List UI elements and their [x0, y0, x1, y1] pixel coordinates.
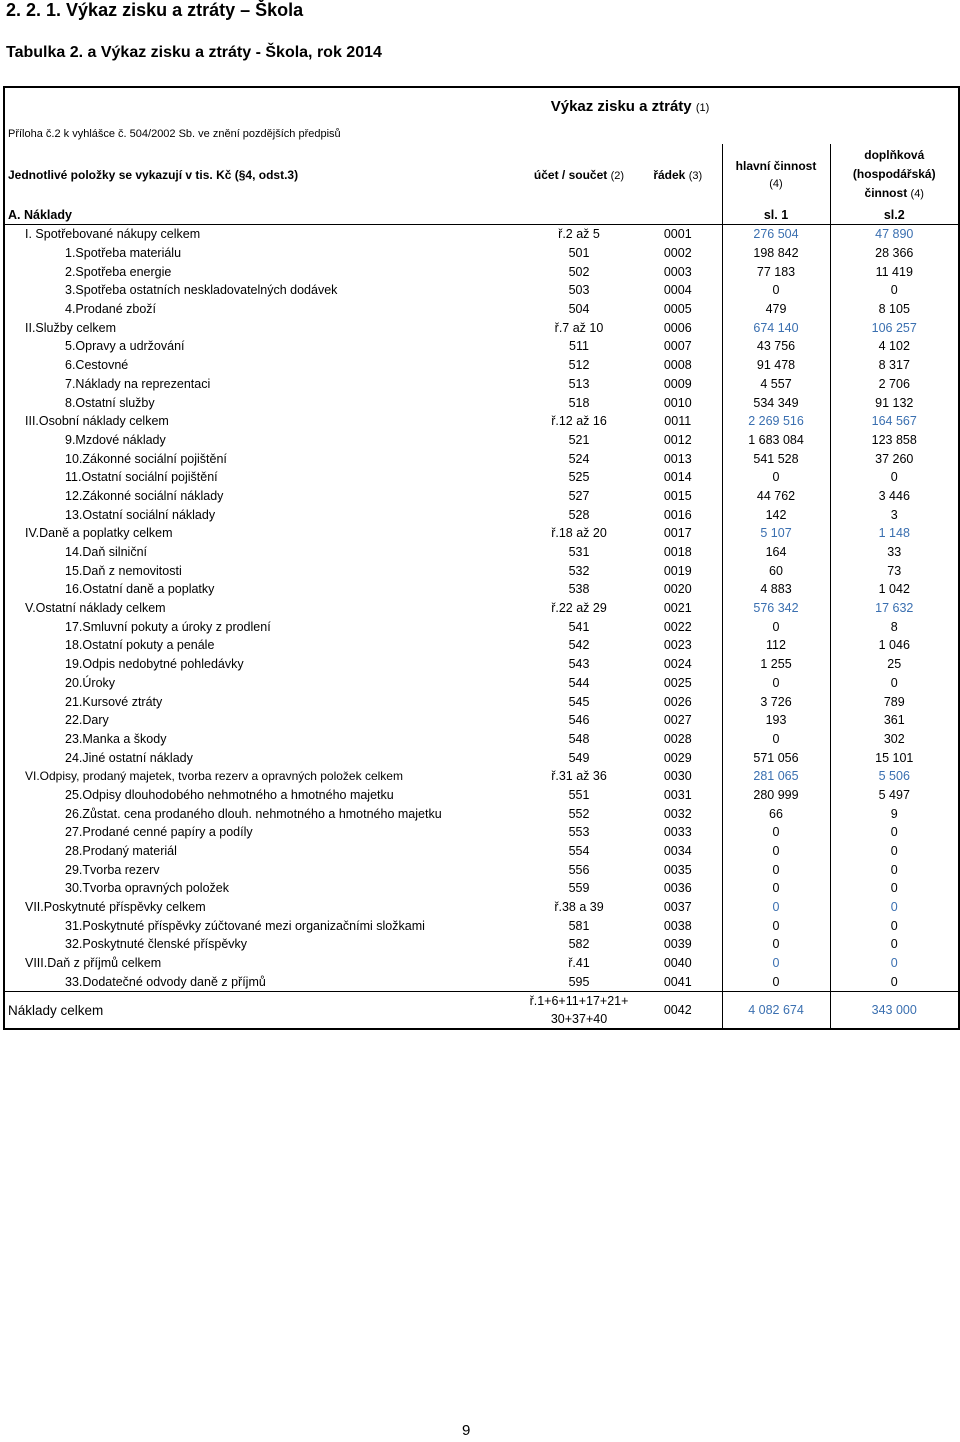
- row-account: 541: [568, 619, 590, 634]
- row-extra-value: 106 257: [830, 318, 959, 337]
- row-extra-value: 123 858: [830, 431, 959, 450]
- row-number: 0017: [663, 526, 692, 541]
- row-label: 1.Spotřeba materiálu: [65, 246, 182, 261]
- row-main-value: 0: [722, 823, 830, 842]
- table-row: [4, 636, 959, 655]
- row-label: 24.Jiné ostatní náklady: [65, 750, 193, 765]
- table-row: [4, 225, 959, 244]
- row-account: ř.41: [568, 956, 590, 971]
- row-number: 0007: [663, 339, 692, 354]
- table-title: Výkaz zisku a ztráty: [550, 97, 692, 115]
- row-main-value: 5 107: [722, 524, 830, 543]
- row-extra-value: 4 102: [830, 337, 959, 356]
- row-label: 33.Dodatečné odvody daně z příjmů: [65, 974, 266, 989]
- table-row: [4, 543, 959, 562]
- row-number: 0030: [663, 769, 692, 784]
- row-number: 0006: [663, 320, 692, 335]
- row-label: 29.Tvorba rezerv: [65, 862, 160, 877]
- table-row: [4, 468, 959, 487]
- row-number: 0008: [663, 358, 692, 373]
- row-main-value: 0: [722, 842, 830, 861]
- row-number: 0019: [663, 563, 692, 578]
- total-extra-value: 343 000: [830, 992, 959, 1030]
- table-row: [4, 599, 959, 618]
- row-account: 501: [568, 246, 590, 261]
- row-main-value: 77 183: [722, 262, 830, 281]
- row-label: III.Osobní náklady celkem: [25, 414, 169, 429]
- row-extra-value: 0: [830, 842, 959, 861]
- row-main-value: 198 842: [722, 244, 830, 263]
- row-account: 582: [568, 937, 590, 952]
- table-row: [4, 954, 959, 973]
- row-account: 552: [568, 806, 590, 821]
- table-row: [4, 748, 959, 767]
- table-row: [4, 935, 959, 954]
- total-row: [4, 992, 959, 1030]
- row-label: 2.Spotřeba energie: [65, 264, 172, 279]
- col-extra-line1: doplňková: [864, 148, 925, 162]
- table-row: [4, 674, 959, 693]
- row-account: 531: [568, 545, 590, 560]
- row-main-value: 44 762: [722, 487, 830, 506]
- row-extra-value: 0: [830, 935, 959, 954]
- row-extra-value: 5 497: [830, 786, 959, 805]
- table-row: [4, 449, 959, 468]
- row-main-value: 60: [722, 561, 830, 580]
- row-label: 9.Mzdové náklady: [65, 432, 166, 447]
- row-main-value: 280 999: [722, 786, 830, 805]
- row-main-value: 0: [722, 281, 830, 300]
- row-number: 0028: [663, 731, 692, 746]
- col-row-note: (3): [688, 170, 703, 182]
- row-account: 548: [568, 731, 590, 746]
- row-main-value: 193: [722, 711, 830, 730]
- col-account-label: účet / součet: [533, 168, 608, 182]
- table-row: [4, 655, 959, 674]
- row-number: 0032: [663, 806, 692, 821]
- row-label: 4.Prodané zboží: [65, 302, 157, 317]
- row-account: 546: [568, 713, 590, 728]
- row-number: 0039: [663, 937, 692, 952]
- row-account: 528: [568, 507, 590, 522]
- row-extra-value: 0: [830, 879, 959, 898]
- table-row: [4, 767, 959, 786]
- attachment-note-row: [4, 124, 959, 144]
- row-main-value: 276 504: [722, 225, 830, 244]
- row-number: 0037: [663, 900, 692, 915]
- row-label: VII.Poskytnuté příspěvky celkem: [25, 900, 206, 915]
- row-account: 538: [568, 582, 590, 597]
- table-row: [4, 580, 959, 599]
- section-label: A. Náklady: [4, 206, 524, 225]
- row-extra-value: 8 317: [830, 356, 959, 375]
- col-main-note: (4): [769, 178, 783, 190]
- row-label: 20.Úroky: [65, 675, 116, 690]
- row-account: ř.22 až 29: [551, 601, 607, 616]
- row-number: 0010: [663, 395, 692, 410]
- row-account: 549: [568, 750, 590, 765]
- row-number: 0041: [663, 974, 692, 989]
- row-extra-value: 1 046: [830, 636, 959, 655]
- row-number: 0011: [664, 414, 692, 429]
- row-label: 18.Ostatní pokuty a penále: [65, 638, 215, 653]
- table-row: [4, 375, 959, 394]
- row-account: 559: [568, 881, 590, 896]
- row-main-value: 1 683 084: [722, 431, 830, 450]
- section-row: [4, 206, 959, 225]
- table-row: [4, 281, 959, 300]
- row-account: 503: [568, 283, 590, 298]
- col-row-header: [634, 144, 722, 206]
- row-number: 0036: [663, 881, 692, 896]
- row-main-value: 0: [722, 860, 830, 879]
- row-extra-value: 3 446: [830, 487, 959, 506]
- row-number: 0029: [663, 750, 692, 765]
- table-row: [4, 823, 959, 842]
- row-label: II.Služby celkem: [25, 320, 117, 335]
- row-number: 0015: [663, 488, 692, 503]
- row-label: 23.Manka a škody: [65, 731, 167, 746]
- row-label: 5.Opravy a udržování: [65, 339, 185, 354]
- row-label: 12.Zákonné sociální náklady: [65, 488, 224, 503]
- row-extra-value: 2 706: [830, 375, 959, 394]
- row-extra-value: 0: [830, 954, 959, 973]
- row-extra-value: 361: [830, 711, 959, 730]
- profit-loss-table: [3, 86, 960, 1030]
- row-number: 0040: [663, 956, 692, 971]
- row-number: 0005: [663, 302, 692, 317]
- row-main-value: 0: [722, 954, 830, 973]
- page-number: 9: [462, 1422, 471, 1439]
- row-main-value: 66: [722, 804, 830, 823]
- row-label: 26.Zůstat. cena prodaného dlouh. nehmotného a hmotného majetku: [65, 806, 442, 821]
- row-label: 28.Prodaný materiál: [65, 844, 177, 859]
- row-extra-value: 0: [830, 674, 959, 693]
- table-row: [4, 842, 959, 861]
- row-account: 542: [568, 638, 590, 653]
- row-account: 502: [568, 264, 590, 279]
- sl1-label: sl. 1: [722, 206, 830, 225]
- row-account: ř.7 až 10: [554, 320, 604, 335]
- row-main-value: 4 557: [722, 375, 830, 394]
- col-account-header: [524, 144, 634, 206]
- table-row: [4, 879, 959, 898]
- row-label: 11.Ostatní sociální pojištění: [65, 470, 218, 485]
- col-extra-note: (4): [910, 188, 924, 200]
- row-label: 10.Zákonné sociální pojištění: [65, 451, 227, 466]
- row-main-value: 534 349: [722, 393, 830, 412]
- row-account: ř.18 až 20: [551, 526, 607, 541]
- total-account-line2: 30+37+40: [550, 1012, 608, 1027]
- row-main-value: 142: [722, 505, 830, 524]
- table-row: [4, 505, 959, 524]
- row-number: 0023: [663, 638, 692, 653]
- row-main-value: 0: [722, 617, 830, 636]
- row-number: 0003: [663, 264, 692, 279]
- row-number: 0025: [663, 675, 692, 690]
- row-label: 3.Spotřeba ostatních neskladovatelných dodávek: [65, 283, 338, 298]
- row-main-value: 2 269 516: [722, 412, 830, 431]
- table-row: [4, 393, 959, 412]
- row-extra-value: 0: [830, 898, 959, 917]
- table-row: [4, 711, 959, 730]
- row-main-value: 0: [722, 674, 830, 693]
- row-main-value: 0: [722, 916, 830, 935]
- row-extra-value: 9: [830, 804, 959, 823]
- row-account: 551: [568, 787, 590, 802]
- row-account: 544: [568, 675, 590, 690]
- row-label: 31.Poskytnuté příspěvky zúčtované mezi organizačními složkami: [65, 918, 425, 933]
- row-extra-value: 11 419: [830, 262, 959, 281]
- table-row: [4, 244, 959, 263]
- row-number: 0012: [663, 432, 692, 447]
- row-main-value: 0: [722, 879, 830, 898]
- row-main-value: 3 726: [722, 692, 830, 711]
- row-number: 0026: [663, 694, 692, 709]
- col-row-label: řádek: [653, 168, 686, 182]
- row-account: 527: [568, 488, 590, 503]
- row-number: 0024: [663, 657, 692, 672]
- table-row: [4, 916, 959, 935]
- row-number: 0038: [663, 918, 692, 933]
- row-main-value: 541 528: [722, 449, 830, 468]
- row-number: 0002: [663, 246, 692, 261]
- row-main-value: 0: [722, 935, 830, 954]
- row-extra-value: 8: [830, 617, 959, 636]
- table-row: [4, 692, 959, 711]
- row-extra-value: 17 632: [830, 599, 959, 618]
- row-extra-value: 73: [830, 561, 959, 580]
- table-caption: Tabulka 2. a Výkaz zisku a ztráty - Škola, rok 2014: [6, 44, 382, 61]
- table-row: [4, 431, 959, 450]
- row-label: IV.Daně a poplatky celkem: [25, 526, 173, 541]
- col-main-label: hlavní činnost: [735, 159, 817, 173]
- row-label: 17.Smluvní pokuty a úroky z prodlení: [65, 619, 271, 634]
- row-main-value: 43 756: [722, 337, 830, 356]
- row-main-value: 571 056: [722, 748, 830, 767]
- col-main-header: [722, 144, 830, 206]
- row-main-value: 4 883: [722, 580, 830, 599]
- total-label: Náklady celkem: [4, 992, 524, 1030]
- table-row: [4, 973, 959, 992]
- col-account-note: (2): [610, 170, 625, 182]
- row-extra-value: 0: [830, 823, 959, 842]
- row-extra-value: 789: [830, 692, 959, 711]
- table-row: [4, 898, 959, 917]
- table-title-note: (1): [695, 101, 710, 114]
- row-label: 15.Daň z nemovitosti: [65, 563, 182, 578]
- row-main-value: 91 478: [722, 356, 830, 375]
- row-number: 0035: [663, 862, 692, 877]
- row-account: ř.12 až 16: [551, 414, 607, 429]
- row-main-value: 479: [722, 300, 830, 319]
- row-main-value: 0: [722, 730, 830, 749]
- row-number: 0027: [663, 713, 692, 728]
- row-extra-value: 0: [830, 281, 959, 300]
- total-account: [524, 992, 634, 1030]
- row-account: 512: [568, 358, 590, 373]
- row-number: 0033: [663, 825, 692, 840]
- row-account: 554: [568, 844, 590, 859]
- row-account: 595: [568, 974, 590, 989]
- row-extra-value: 3: [830, 505, 959, 524]
- row-number: 0021: [663, 601, 692, 616]
- row-label: V.Ostatní náklady celkem: [25, 601, 166, 616]
- row-number: 0016: [663, 507, 692, 522]
- row-label: 19.Odpis nedobytné pohledávky: [65, 657, 244, 672]
- table-row: [4, 561, 959, 580]
- row-number: 0013: [663, 451, 692, 466]
- table-row: [4, 617, 959, 636]
- row-account: 504: [568, 302, 590, 317]
- row-account: 581: [568, 918, 590, 933]
- row-account: 511: [569, 339, 589, 354]
- row-extra-value: 302: [830, 730, 959, 749]
- row-number: 0014: [663, 470, 692, 485]
- attachment-note: Příloha č.2 k vyhlášce č. 504/2002 Sb. ve znění pozdějších předpisů: [8, 128, 341, 140]
- row-main-value: 112: [722, 636, 830, 655]
- row-account: ř.38 a 39: [554, 900, 604, 915]
- page-heading: 2. 2. 1. Výkaz zisku a ztráty – Škola: [6, 0, 304, 20]
- column-header-row: [4, 144, 959, 206]
- row-account: ř.2 až 5: [558, 227, 600, 242]
- row-account: 518: [568, 395, 590, 410]
- row-extra-value: 25: [830, 655, 959, 674]
- row-extra-value: 0: [830, 973, 959, 992]
- sl2-label: sl.2: [830, 206, 959, 225]
- row-main-value: 0: [722, 468, 830, 487]
- row-extra-value: 164 567: [830, 412, 959, 431]
- row-extra-value: 15 101: [830, 748, 959, 767]
- row-main-value: 674 140: [722, 318, 830, 337]
- table-row: [4, 786, 959, 805]
- col-extra-line2: (hospodářská): [852, 167, 936, 181]
- table-row: [4, 860, 959, 879]
- row-label: 13.Ostatní sociální náklady: [65, 507, 216, 522]
- row-extra-value: 91 132: [830, 393, 959, 412]
- row-number: 0034: [663, 844, 692, 859]
- row-extra-value: 33: [830, 543, 959, 562]
- table-row: [4, 412, 959, 431]
- table-row: [4, 318, 959, 337]
- row-account: 521: [568, 432, 590, 447]
- row-account: 513: [568, 376, 590, 391]
- total-row-number: 0042: [634, 992, 722, 1030]
- row-extra-value: 37 260: [830, 449, 959, 468]
- table-title-row: [4, 87, 959, 124]
- row-account: 525: [568, 470, 590, 485]
- col-extra-header: [830, 144, 959, 206]
- row-extra-value: 0: [830, 468, 959, 487]
- total-main-value: 4 082 674: [722, 992, 830, 1030]
- row-main-value: 576 342: [722, 599, 830, 618]
- row-extra-value: 0: [830, 916, 959, 935]
- row-account: 545: [568, 694, 590, 709]
- row-extra-value: 0: [830, 860, 959, 879]
- table-row: [4, 337, 959, 356]
- table-row: [4, 487, 959, 506]
- row-main-value: 1 255: [722, 655, 830, 674]
- row-extra-value: 1 148: [830, 524, 959, 543]
- row-extra-value: 8 105: [830, 300, 959, 319]
- row-main-value: 281 065: [722, 767, 830, 786]
- table-row: [4, 524, 959, 543]
- row-label: 7.Náklady na reprezentaci: [65, 376, 211, 391]
- row-label: 8.Ostatní služby: [65, 395, 155, 410]
- table-row: [4, 262, 959, 281]
- table-row: [4, 356, 959, 375]
- row-extra-value: 1 042: [830, 580, 959, 599]
- row-account: 553: [568, 825, 590, 840]
- row-main-value: 0: [722, 898, 830, 917]
- row-extra-value: 47 890: [830, 225, 959, 244]
- row-number: 0022: [663, 619, 692, 634]
- row-label: 14.Daň silniční: [65, 545, 147, 560]
- row-label: 30.Tvorba opravných položek: [65, 881, 229, 896]
- table-row: [4, 804, 959, 823]
- row-label: 22.Dary: [65, 713, 109, 728]
- row-account: 556: [568, 862, 590, 877]
- row-main-value: 164: [722, 543, 830, 562]
- row-account: 543: [568, 657, 590, 672]
- row-label: 25.Odpisy dlouhodobého nehmotného a hmotného majetku: [65, 787, 394, 802]
- row-label: 32.Poskytnuté členské příspěvky: [65, 937, 248, 952]
- row-number: 0001: [663, 227, 692, 242]
- units-label: Jednotlivé položky se vykazují v tis. Kč (§4, odst.3): [8, 168, 299, 182]
- row-extra-value: 28 366: [830, 244, 959, 263]
- row-extra-value: 5 506: [830, 767, 959, 786]
- row-main-value: 0: [722, 973, 830, 992]
- row-account: ř.31 až 36: [551, 769, 607, 784]
- row-label: VI.Odpisy, prodaný majetek, tvorba rezerv a opravných položek celkem: [25, 769, 403, 784]
- table-row: [4, 300, 959, 319]
- row-number: 0020: [663, 582, 692, 597]
- row-label: 21.Kursové ztráty: [65, 694, 163, 709]
- row-label: I. Spotřebované nákupy celkem: [25, 227, 201, 242]
- row-account: 524: [568, 451, 590, 466]
- row-account: 532: [568, 563, 590, 578]
- row-number: 0018: [663, 545, 692, 560]
- row-label: 16.Ostatní daně a poplatky: [65, 582, 215, 597]
- row-label: VIII.Daň z příjmů celkem: [25, 956, 162, 971]
- row-number: 0009: [663, 376, 692, 391]
- row-label: 27.Prodané cenné papíry a podíly: [65, 825, 253, 840]
- total-account-line1: ř.1+6+11+17+21+: [529, 994, 629, 1009]
- table-row: [4, 730, 959, 749]
- col-extra-line3: činnost: [864, 186, 908, 200]
- row-label: 6.Cestovné: [65, 358, 129, 373]
- row-number: 0004: [663, 283, 692, 298]
- row-number: 0031: [663, 787, 692, 802]
